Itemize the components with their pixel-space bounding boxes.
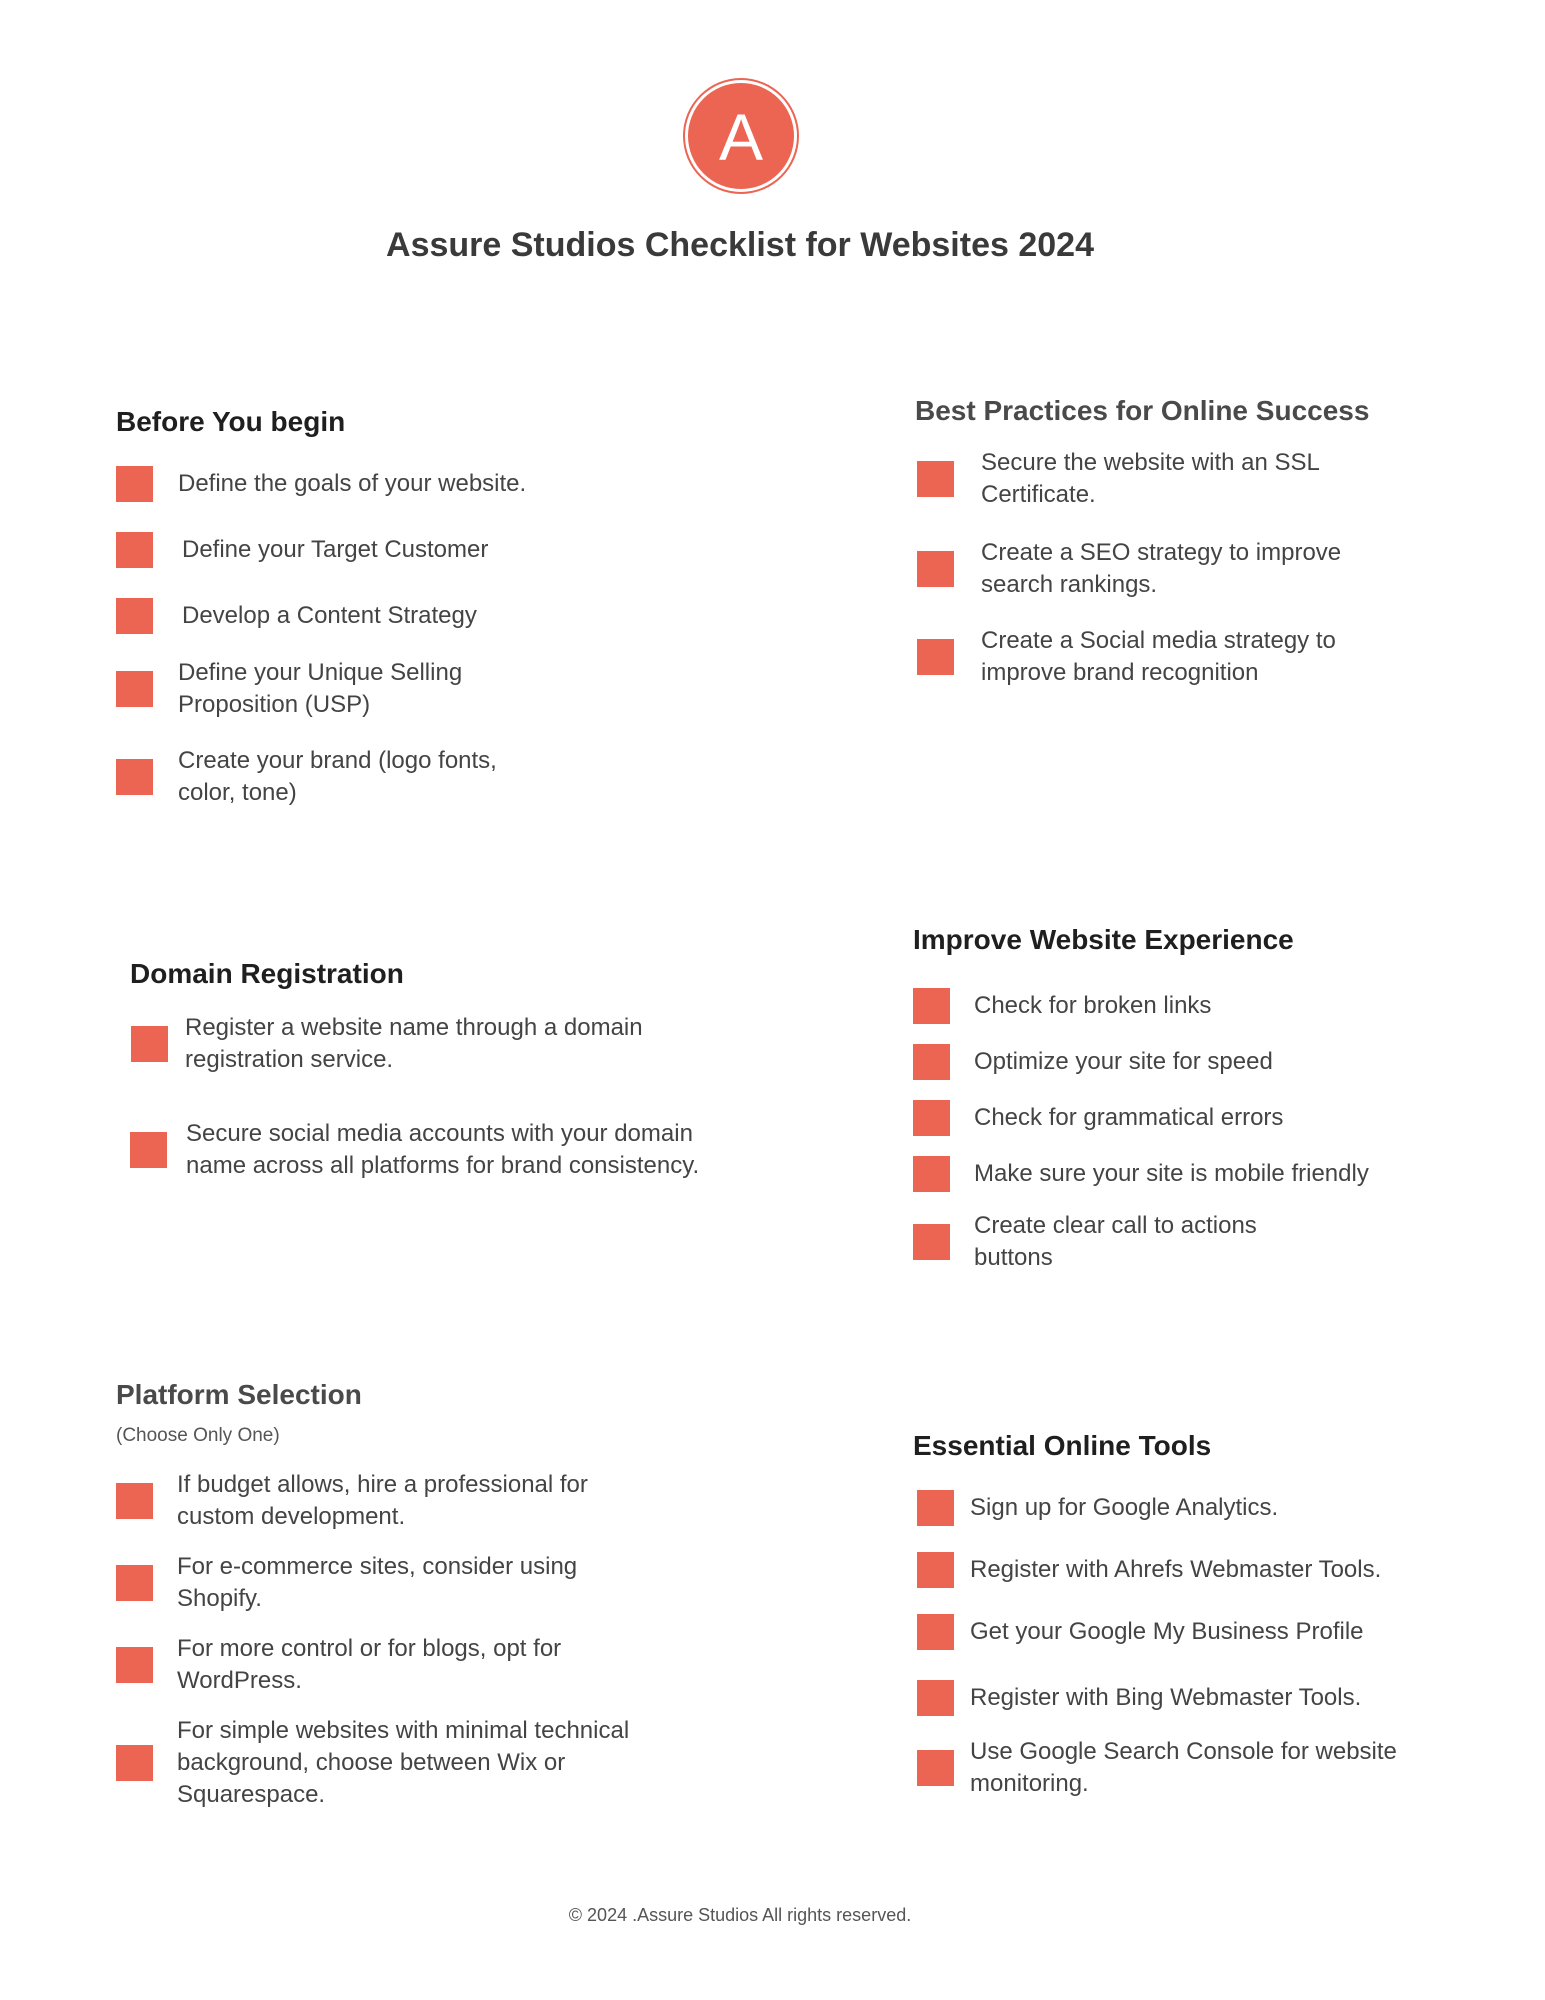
section-domain-registration — [130, 958, 730, 1198]
checklist-item-label: Develop a Content Strategy — [182, 602, 477, 629]
checklist-item[interactable] — [913, 1614, 1473, 1650]
checkbox[interactable] — [913, 1100, 950, 1136]
checklist-item[interactable] — [915, 447, 1455, 511]
section-essential-tools — [913, 1430, 1473, 1800]
checklist-item-label: Secure social media accounts with your domain name across all platforms for brand consistency. — [186, 1120, 700, 1179]
checkbox[interactable] — [917, 461, 954, 497]
checkbox[interactable] — [131, 1026, 168, 1062]
checklist-item[interactable] — [116, 1633, 736, 1697]
checklist-item[interactable] — [116, 1469, 736, 1533]
checklist-item-label: Check for broken links — [974, 992, 1212, 1019]
checklist-item-label: For more control or for blogs, opt for WordPress. — [177, 1635, 562, 1694]
checklist-item-label: Create clear call to actions buttons — [974, 1212, 1257, 1271]
checklist-item-label: Register a website name through a domain registration service. — [185, 1014, 643, 1073]
checklist-item[interactable] — [913, 988, 1473, 1024]
section-subtitle: (Choose Only One) — [116, 1425, 280, 1446]
checkbox[interactable] — [917, 1490, 954, 1526]
checklist-item[interactable] — [913, 1100, 1473, 1136]
checkbox[interactable] — [913, 988, 950, 1024]
checklist-item-label: Register with Bing Webmaster Tools. — [970, 1684, 1362, 1711]
section-heading: Essential Online Tools — [913, 1430, 1212, 1461]
checklist-item[interactable] — [116, 1715, 736, 1811]
checkbox[interactable] — [917, 1750, 954, 1786]
checkbox[interactable] — [116, 1647, 153, 1683]
section-heading: Improve Website Experience — [913, 924, 1294, 955]
checklist-item-label: Define your Unique Selling Proposition (USP) — [178, 659, 463, 718]
checklist-item[interactable] — [116, 532, 636, 568]
checkbox[interactable] — [116, 1483, 153, 1519]
section-heading: Domain Registration — [130, 958, 404, 989]
checkbox[interactable] — [116, 759, 153, 795]
section-best-practices — [915, 395, 1455, 689]
checklist-item[interactable] — [130, 1102, 730, 1198]
section-heading: Best Practices for Online Success — [915, 395, 1370, 426]
checkbox[interactable] — [917, 639, 954, 675]
checklist-item-label: Use Google Search Console for website monitoring. — [970, 1738, 1397, 1797]
checkbox[interactable] — [913, 1224, 950, 1260]
checklist-item[interactable] — [913, 1552, 1473, 1588]
checklist-item-label: Optimize your site for speed — [974, 1048, 1273, 1075]
checkbox[interactable] — [116, 532, 153, 568]
checklist-item[interactable] — [116, 466, 636, 502]
checkbox[interactable] — [116, 598, 153, 634]
checklist-item-label: For simple websites with minimal technical background, choose between Wix or Squarespace. — [177, 1717, 630, 1808]
section-improve-experience — [913, 924, 1473, 1274]
checkbox[interactable] — [917, 1680, 954, 1716]
section-heading: Platform Selection — [116, 1379, 362, 1410]
checklist-item[interactable] — [915, 625, 1455, 689]
checklist-item-label: Create a Social media strategy to improve brand recognition — [981, 627, 1336, 686]
checkbox[interactable] — [116, 1745, 153, 1781]
checklist-item[interactable] — [116, 598, 636, 634]
checkbox[interactable] — [130, 1132, 167, 1168]
checkbox[interactable] — [116, 671, 153, 707]
checkbox[interactable] — [917, 1614, 954, 1650]
section-platform-selection — [116, 1379, 736, 1811]
checklist-item[interactable] — [915, 537, 1455, 601]
checklist-item-label: Create a SEO strategy to improve search rankings. — [981, 539, 1342, 598]
checklist-item[interactable] — [913, 1490, 1473, 1526]
section-heading: Before You begin — [116, 406, 346, 437]
checklist-item-label: Check for grammatical errors — [974, 1104, 1284, 1131]
brand-logo — [688, 83, 794, 189]
footer-copyright: © 2024 .Assure Studios All rights reserved. — [568, 1905, 912, 1925]
checklist-item[interactable] — [913, 1736, 1473, 1800]
checklist-item[interactable] — [116, 745, 636, 809]
checkbox[interactable] — [917, 551, 954, 587]
checklist-item-label: If budget allows, hire a professional for custom development. — [177, 1471, 588, 1530]
checklist-item-label: Define the goals of your website. — [178, 470, 527, 497]
checkbox[interactable] — [917, 1552, 954, 1588]
checklist-item[interactable] — [130, 1012, 730, 1076]
checkbox[interactable] — [913, 1044, 950, 1080]
logo-letter: A — [718, 100, 764, 174]
checklist-item[interactable] — [913, 1210, 1473, 1274]
checklist-item-label: For e-commerce sites, consider using Shopify. — [177, 1553, 578, 1612]
checklist-item-label: Register with Ahrefs Webmaster Tools. — [970, 1556, 1382, 1583]
checkbox[interactable] — [116, 1565, 153, 1601]
checkbox[interactable] — [913, 1156, 950, 1192]
checklist-item-label: Make sure your site is mobile friendly — [974, 1160, 1369, 1187]
checklist-item[interactable] — [913, 1044, 1473, 1080]
checkbox[interactable] — [116, 466, 153, 502]
checklist-item[interactable] — [913, 1156, 1473, 1192]
checklist-item-label: Define your Target Customer — [182, 536, 489, 563]
checklist-item-label: Sign up for Google Analytics. — [970, 1494, 1279, 1521]
checklist-item-label: Secure the website with an SSL Certificate. — [981, 449, 1319, 508]
section-before-you-begin — [116, 406, 636, 809]
checklist-item[interactable] — [116, 1551, 736, 1615]
checklist-item-label: Get your Google My Business Profile — [970, 1618, 1364, 1645]
page-title: Assure Studios Checklist for Websites 2024 — [386, 226, 1094, 264]
checklist-item[interactable] — [116, 657, 636, 721]
checklist-item-label: Create your brand (logo fonts, color, tone) — [178, 747, 497, 806]
checklist-item[interactable] — [913, 1680, 1473, 1716]
